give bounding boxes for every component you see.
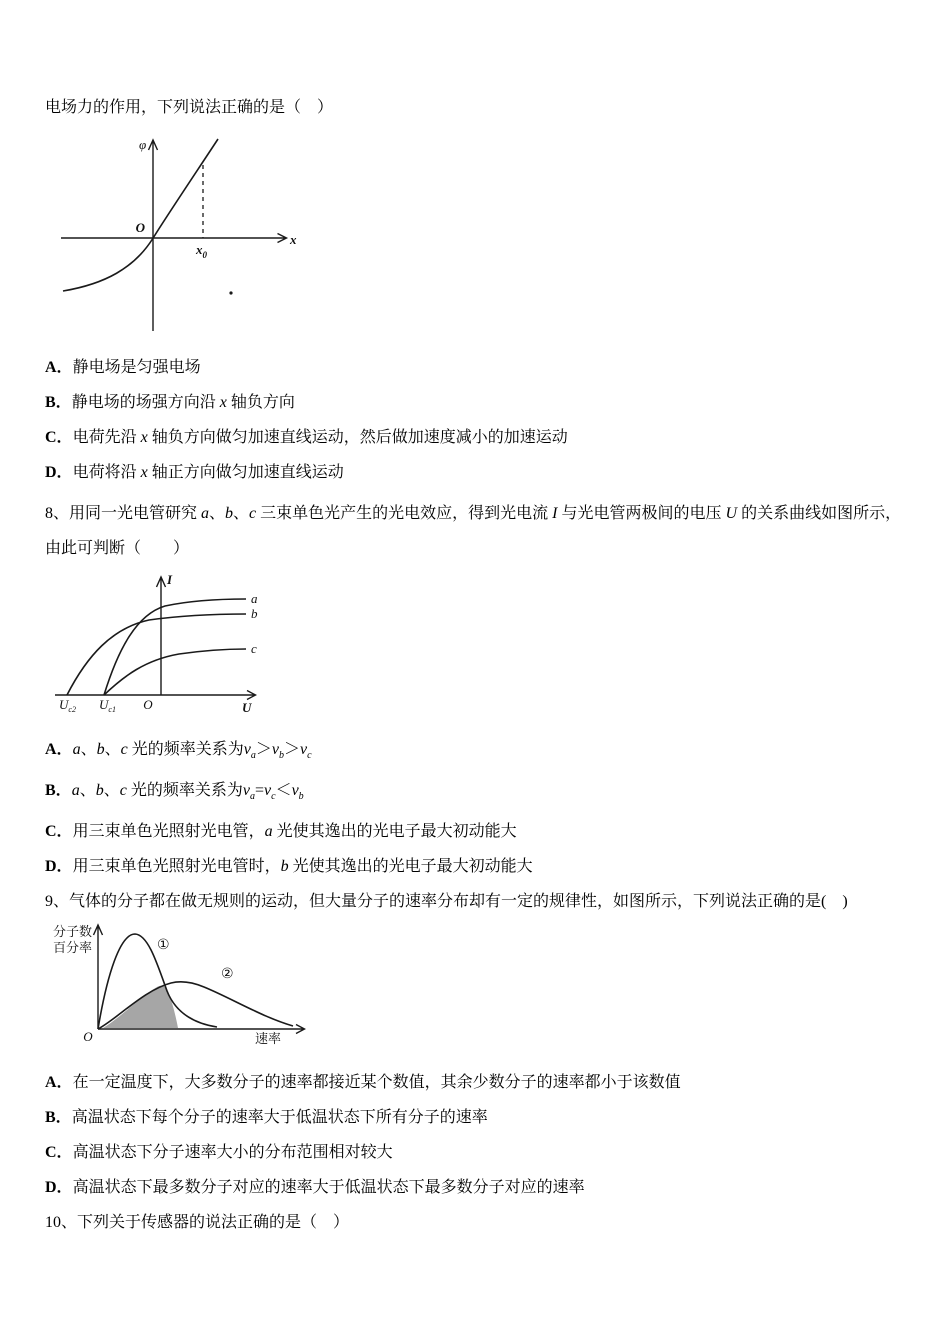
- option-text: 静电场是匀强电场: [72, 359, 201, 376]
- curve-1-label: ①: [157, 937, 170, 954]
- figure-speed-distribution: [45, 919, 315, 1047]
- option-letter: A．: [45, 1074, 73, 1092]
- x-axis: [55, 691, 256, 700]
- y-axis-label-line2: 百分率: [53, 940, 93, 956]
- y-axis: [149, 140, 158, 331]
- curve-b: [67, 614, 246, 695]
- option-letter: A．: [45, 741, 73, 758]
- y-axis: [157, 577, 166, 695]
- option-text: 在一定温度下，大多数分子的速率都接近某个数值，其余少数分子的速率都小于该数值: [72, 1074, 681, 1092]
- uc2-label: $U_{c2}$: [59, 697, 76, 714]
- option-letter: C．: [45, 1144, 73, 1162]
- origin-label: O: [143, 697, 153, 712]
- option-text: 电荷将沿 x 轴正方向做匀加速直线运动: [72, 464, 344, 481]
- current-axis-label: I: [167, 572, 173, 587]
- curve-b-label: b: [251, 606, 258, 621]
- q8-option-d: [45, 849, 905, 884]
- option-text: 高温状态下每个分子的速率大于低温状态下所有分子的速率: [71, 1109, 488, 1127]
- q7-option-c: [45, 420, 905, 455]
- curve-a: [104, 599, 246, 695]
- option-letter: A．: [45, 359, 73, 376]
- q8-option-b: [45, 773, 905, 814]
- option-text: 电荷先沿 x 轴负方向做匀加速直线运动，然后做加速度减小的加速运动: [72, 429, 568, 446]
- q10-stem: 10、下列关于传感器的说法正确的是（ ）: [45, 1214, 350, 1232]
- q9-option-c: [45, 1135, 905, 1170]
- option-text: 用三束单色光照射光电管时，b 光使其逸出的光电子最大初动能大: [72, 858, 533, 876]
- q9-options: [45, 1065, 905, 1205]
- option-text: 用三束单色光照射光电管，a 光使其逸出的光电子最大初动能大: [72, 823, 517, 841]
- figure-potential-vs-x: [53, 133, 313, 338]
- x-axis-label: x: [290, 232, 297, 247]
- q7-options: [45, 350, 905, 490]
- curve-2-label: ②: [221, 966, 234, 983]
- curve-c: [104, 649, 246, 695]
- q9-option-b: [45, 1100, 905, 1135]
- q7-prompt: 电场力的作用，下列说法正确的是（ ）: [45, 99, 334, 116]
- x0-label: $x_0$: [196, 242, 207, 260]
- option-letter: D．: [45, 1179, 73, 1197]
- curve-c-label: c: [251, 641, 257, 656]
- q8-option-a: [45, 732, 905, 773]
- option-text: a、b、c 光的频率关系为$\nu_a=\nu_c<\nu_b$: [71, 782, 304, 803]
- potential-curve: [63, 139, 218, 291]
- q7-option-a: [45, 350, 905, 385]
- option-text: 高温状态下最多数分子对应的速率大于低温状态下最多数分子对应的速率: [72, 1179, 585, 1197]
- origin-label: O: [135, 220, 145, 235]
- q8-option-c: [45, 814, 905, 849]
- option-text: 静电场的场强方向沿 x 轴负方向: [71, 394, 295, 411]
- q9-option-d: [45, 1170, 905, 1205]
- option-text: a、b、c 光的频率关系为$\nu_a>\nu_b>\nu_c$: [72, 741, 312, 762]
- option-letter: B．: [45, 394, 72, 411]
- stray-mark: [229, 291, 232, 294]
- uc1-label: $U_{c1}$: [99, 697, 116, 714]
- x-axis-label: 速率: [255, 1031, 282, 1047]
- q9-stem: 9、气体的分子都在做无规则的运动，但大量分子的速率分布却有一定的规律性，如图所示，下列说法正确的是( ): [45, 893, 848, 911]
- voltage-axis-label: U: [242, 700, 252, 715]
- q8-options: [45, 732, 905, 884]
- option-letter: C．: [45, 823, 73, 841]
- curve-a-label: a: [251, 591, 258, 606]
- option-letter: B．: [45, 782, 72, 800]
- phi-axis-label: φ: [139, 137, 147, 152]
- q7-option-d: [45, 455, 905, 490]
- x-axis: [61, 234, 287, 243]
- q7-option-b: [45, 385, 905, 420]
- figure-photocurrent-vs-voltage: [49, 568, 299, 718]
- option-letter: D．: [45, 464, 73, 481]
- q9-option-a: [45, 1065, 905, 1100]
- option-letter: C．: [45, 429, 73, 446]
- option-letter: D．: [45, 858, 73, 876]
- q8-stem: 8、用同一光电管研究 a、b、c 三束单色光产生的光电效应，得到光电流 I 与光电管两极间的电压 U 的关系曲线如图所示，由此可判断（ ）: [45, 505, 902, 557]
- origin-label: O: [83, 1029, 93, 1045]
- option-text: 高温状态下分子速率大小的分布范围相对较大: [72, 1144, 393, 1162]
- y-axis-label-line1: 分子数: [53, 924, 93, 940]
- option-letter: B．: [45, 1109, 72, 1127]
